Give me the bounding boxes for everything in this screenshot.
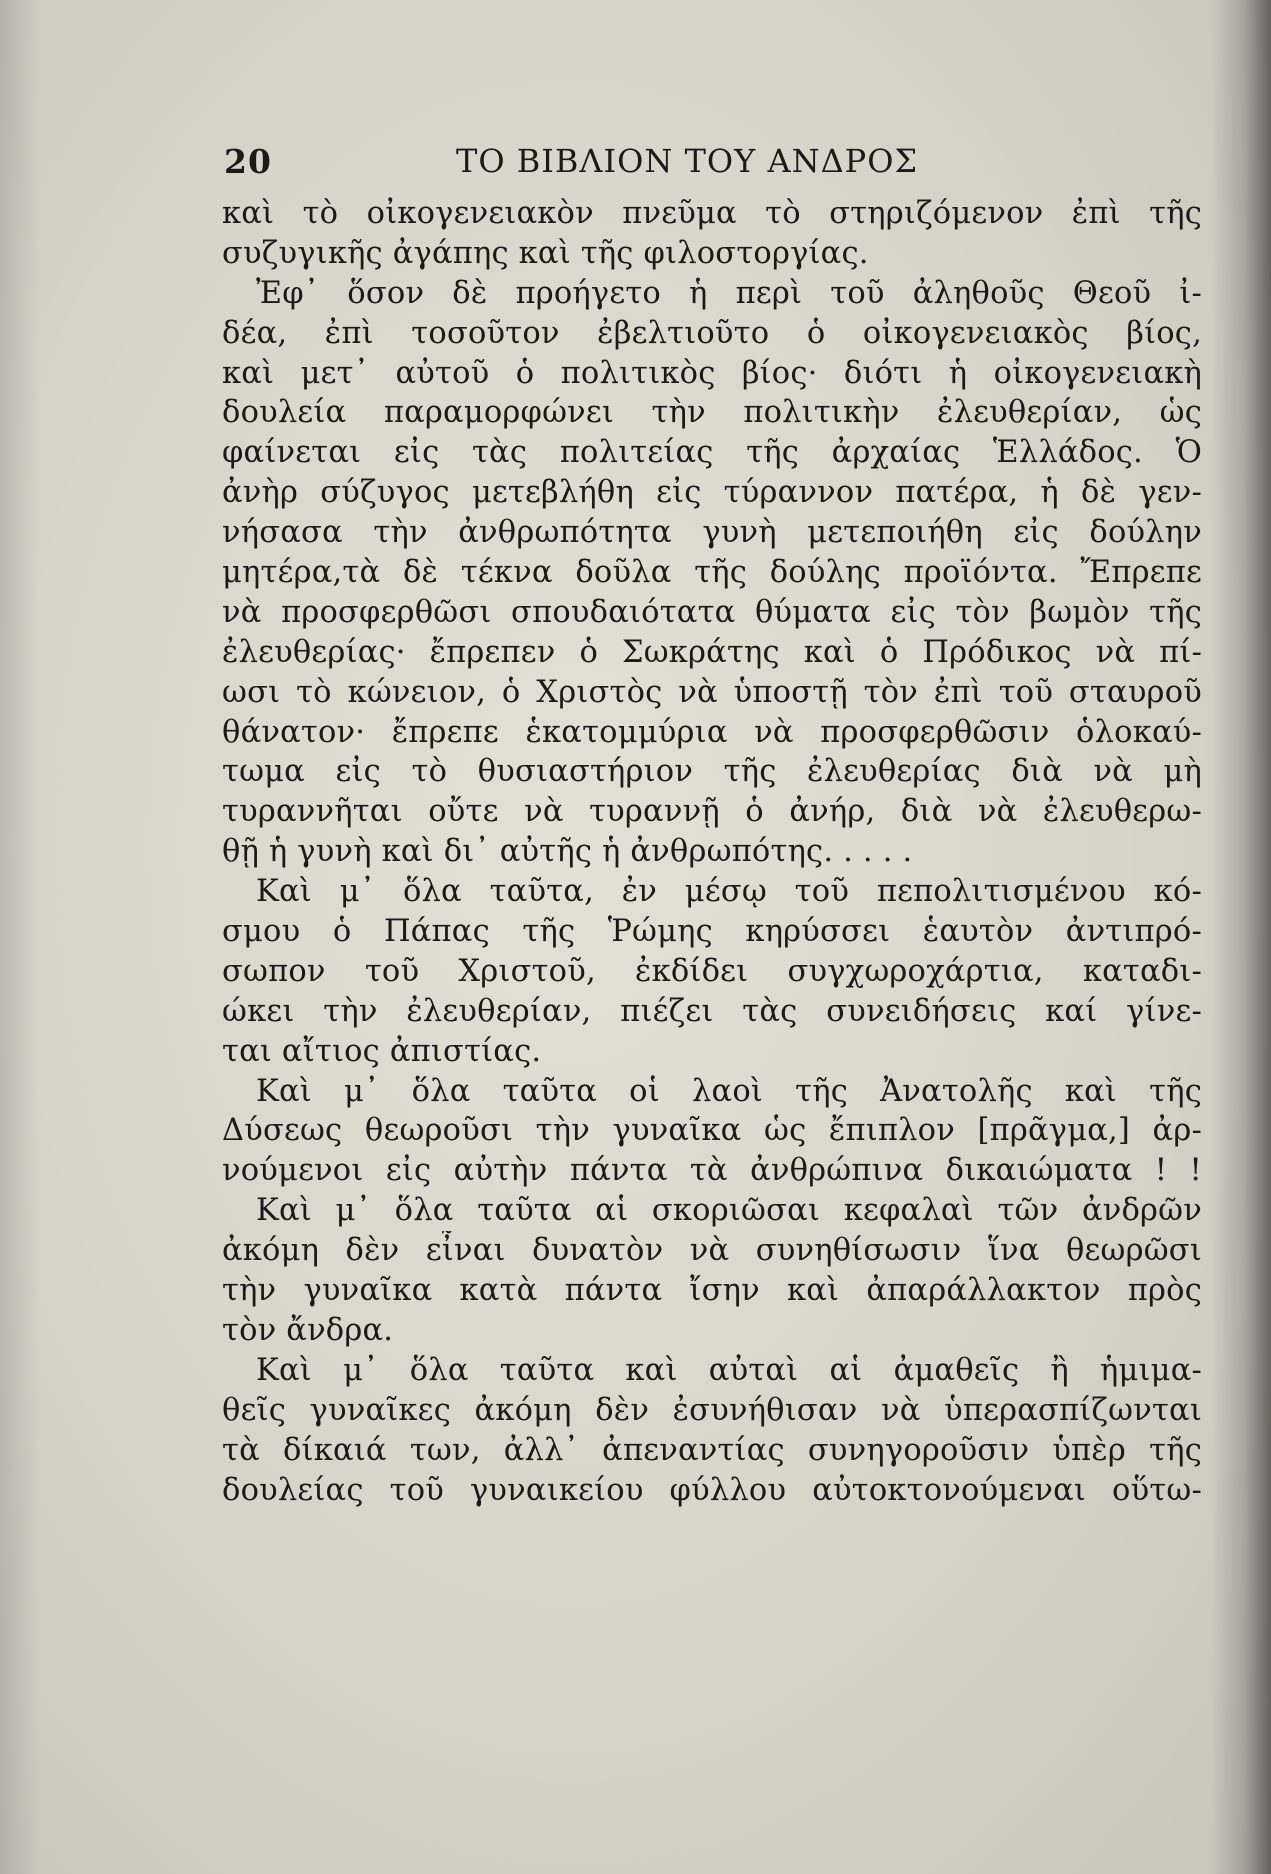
body-text <box>222 194 1202 1510</box>
text-line: θάνατον· ἔπρεπε ἑκατομμύρια νὰ προσφερθῶσιν ὁλοκαύ- <box>222 714 1202 750</box>
spine-shadow <box>1211 0 1271 1874</box>
text-line: τυραννῆται οὔτε νὰ τυραννῇ ὁ ἀνήρ, διὰ νὰ ἐλευθερω- <box>222 794 1202 830</box>
text-line: τωμα εἰς τὸ θυσιαστήριον τῆς ἐλευθερίας διὰ νὰ μὴ <box>222 754 1202 790</box>
page-header <box>224 142 1184 186</box>
text-line: δέα, ἐπὶ τοσοῦτον ἐβελτιοῦτο ὁ οἰκογενειακὸς βίος, <box>222 315 1202 351</box>
text-line: φαίνεται εἰς τὰς πολιτείας τῆς ἀρχαίας Ἑλλάδος. Ὁ <box>222 435 1202 471</box>
text-line: Καὶ μ᾽ ὅλα ταῦτα οἱ λαοὶ τῆς Ἀνατολῆς καὶ τῆς <box>256 1073 1202 1109</box>
text-line: θῇ ἡ γυνὴ καὶ δι᾽ αὐτῆς ἡ ἀνθρωπότης. . . . . <box>222 834 913 870</box>
text-line: καὶ τὸ οἰκογενειακὸν πνεῦμα τὸ στηριζόμενον ἐπὶ τῆς <box>222 196 1202 231</box>
running-title: ΤΟ ΒΙΒΛΙΟΝ ΤΟΥ ΑΝΔΡΟΣ <box>456 142 919 180</box>
text-line: τὰ δίκαιά των, ἀλλ᾽ ἀπεναντίας συνηγοροῦσιν ὑπὲρ τῆς <box>222 1432 1202 1468</box>
text-line: νὰ προσφερθῶσι σπουδαιότατα θύματα εἰς τὸν βωμὸν τῆς <box>222 594 1202 630</box>
text-line: μητέρα,τὰ δὲ τέκνα δοῦλα τῆς δούλης προϊόντα. Ἔπρεπε <box>222 555 1202 591</box>
text-line: ἀκόμη δὲν εἶναι δυνατὸν νὰ συνηθίσωσιν ἵνα θεωρῶσι <box>222 1233 1202 1269</box>
text-line: δουλείας τοῦ γυναικείου φύλλου αὐτοκτονούμεναι οὕτω- <box>222 1472 1202 1508</box>
text-line: νούμενοι εἰς αὐτὴν πάντα τὰ ἀνθρώπινα δικαιώματα ! ! <box>222 1153 1202 1189</box>
text-line: Καὶ μ᾽ ὅλα ταῦτα καὶ αὐταὶ αἱ ἀμαθεῖς ἢ ἡμιμα- <box>256 1352 1202 1388</box>
text-line: καὶ μετ᾽ αὐτοῦ ὁ πολιτικὸς βίος· διότι ἡ οἰκογενειακὴ <box>222 355 1202 391</box>
text-line: ωσι τὸ κώνειον, ὁ Χριστὸς νὰ ὑποστῇ τὸν ἐπὶ τοῦ σταυροῦ <box>222 674 1202 710</box>
page-edge-shadow <box>0 0 40 1874</box>
text-line: θεῖς γυναῖκες ἀκόμη δὲν ἐσυνήθισαν νὰ ὑπερασπίζωνται <box>222 1392 1202 1428</box>
text-line: δουλεία παραμορφώνει τὴν πολιτικὴν ἐλευθερίαν, ὡς <box>222 395 1202 431</box>
text-line: Καὶ μ᾽ ὅλα ταῦτα αἱ σκοριῶσαι κεφαλαὶ τῶν ἀνδρῶν <box>256 1193 1202 1229</box>
text-line: τὴν γυναῖκα κατὰ πάντα ἴσην καὶ ἀπαράλλακτον πρὸς <box>222 1273 1202 1309</box>
text-line: σμου ὁ Πάπας τῆς Ῥώμης κηρύσσει ἑαυτὸν ἀντιπρό- <box>222 914 1202 950</box>
text-line: ἐλευθερίας· ἔπρεπεν ὁ Σωκράτης καὶ ὁ Πρόδικος νὰ πί- <box>222 634 1202 670</box>
page-number: 20 <box>224 142 272 181</box>
text-line: τὸν ἄνδρα. <box>222 1312 394 1348</box>
text-line: Ἐφ᾽ ὅσον δὲ προήγετο ἡ περὶ τοῦ ἀληθοῦς Θεοῦ ἰ- <box>256 275 1202 311</box>
text-line: ἀνὴρ σύζυγος μετεβλήθη εἰς τύραννον πατέρα, ἡ δὲ γεν- <box>222 475 1202 511</box>
text-line: Δύσεως θεωροῦσι τὴν γυναῖκα ὡς ἔπιπλον [πρᾶγμα,] ἀρ- <box>222 1113 1202 1149</box>
text-line: συζυγικῆς ἀγάπης καὶ τῆς φιλοστοργίας. <box>222 235 869 271</box>
text-line: ται αἴτιος ἀπιστίας. <box>222 1033 542 1069</box>
text-line: ώκει τὴν ἐλευθερίαν, πιέζει τὰς συνειδήσεις καί γίνε- <box>222 993 1202 1029</box>
text-line: νήσασα τὴν ἀνθρωπότητα γυνὴ μετεποιήθη εἰς δούλην <box>222 515 1202 551</box>
text-line: Καὶ μ᾽ ὅλα ταῦτα, ἐν μέσῳ τοῦ πεπολιτισμένου κό- <box>256 874 1202 910</box>
text-line: σωπον τοῦ Χριστοῦ, ἐκδίδει συγχωροχάρτια, καταδι- <box>222 953 1202 989</box>
